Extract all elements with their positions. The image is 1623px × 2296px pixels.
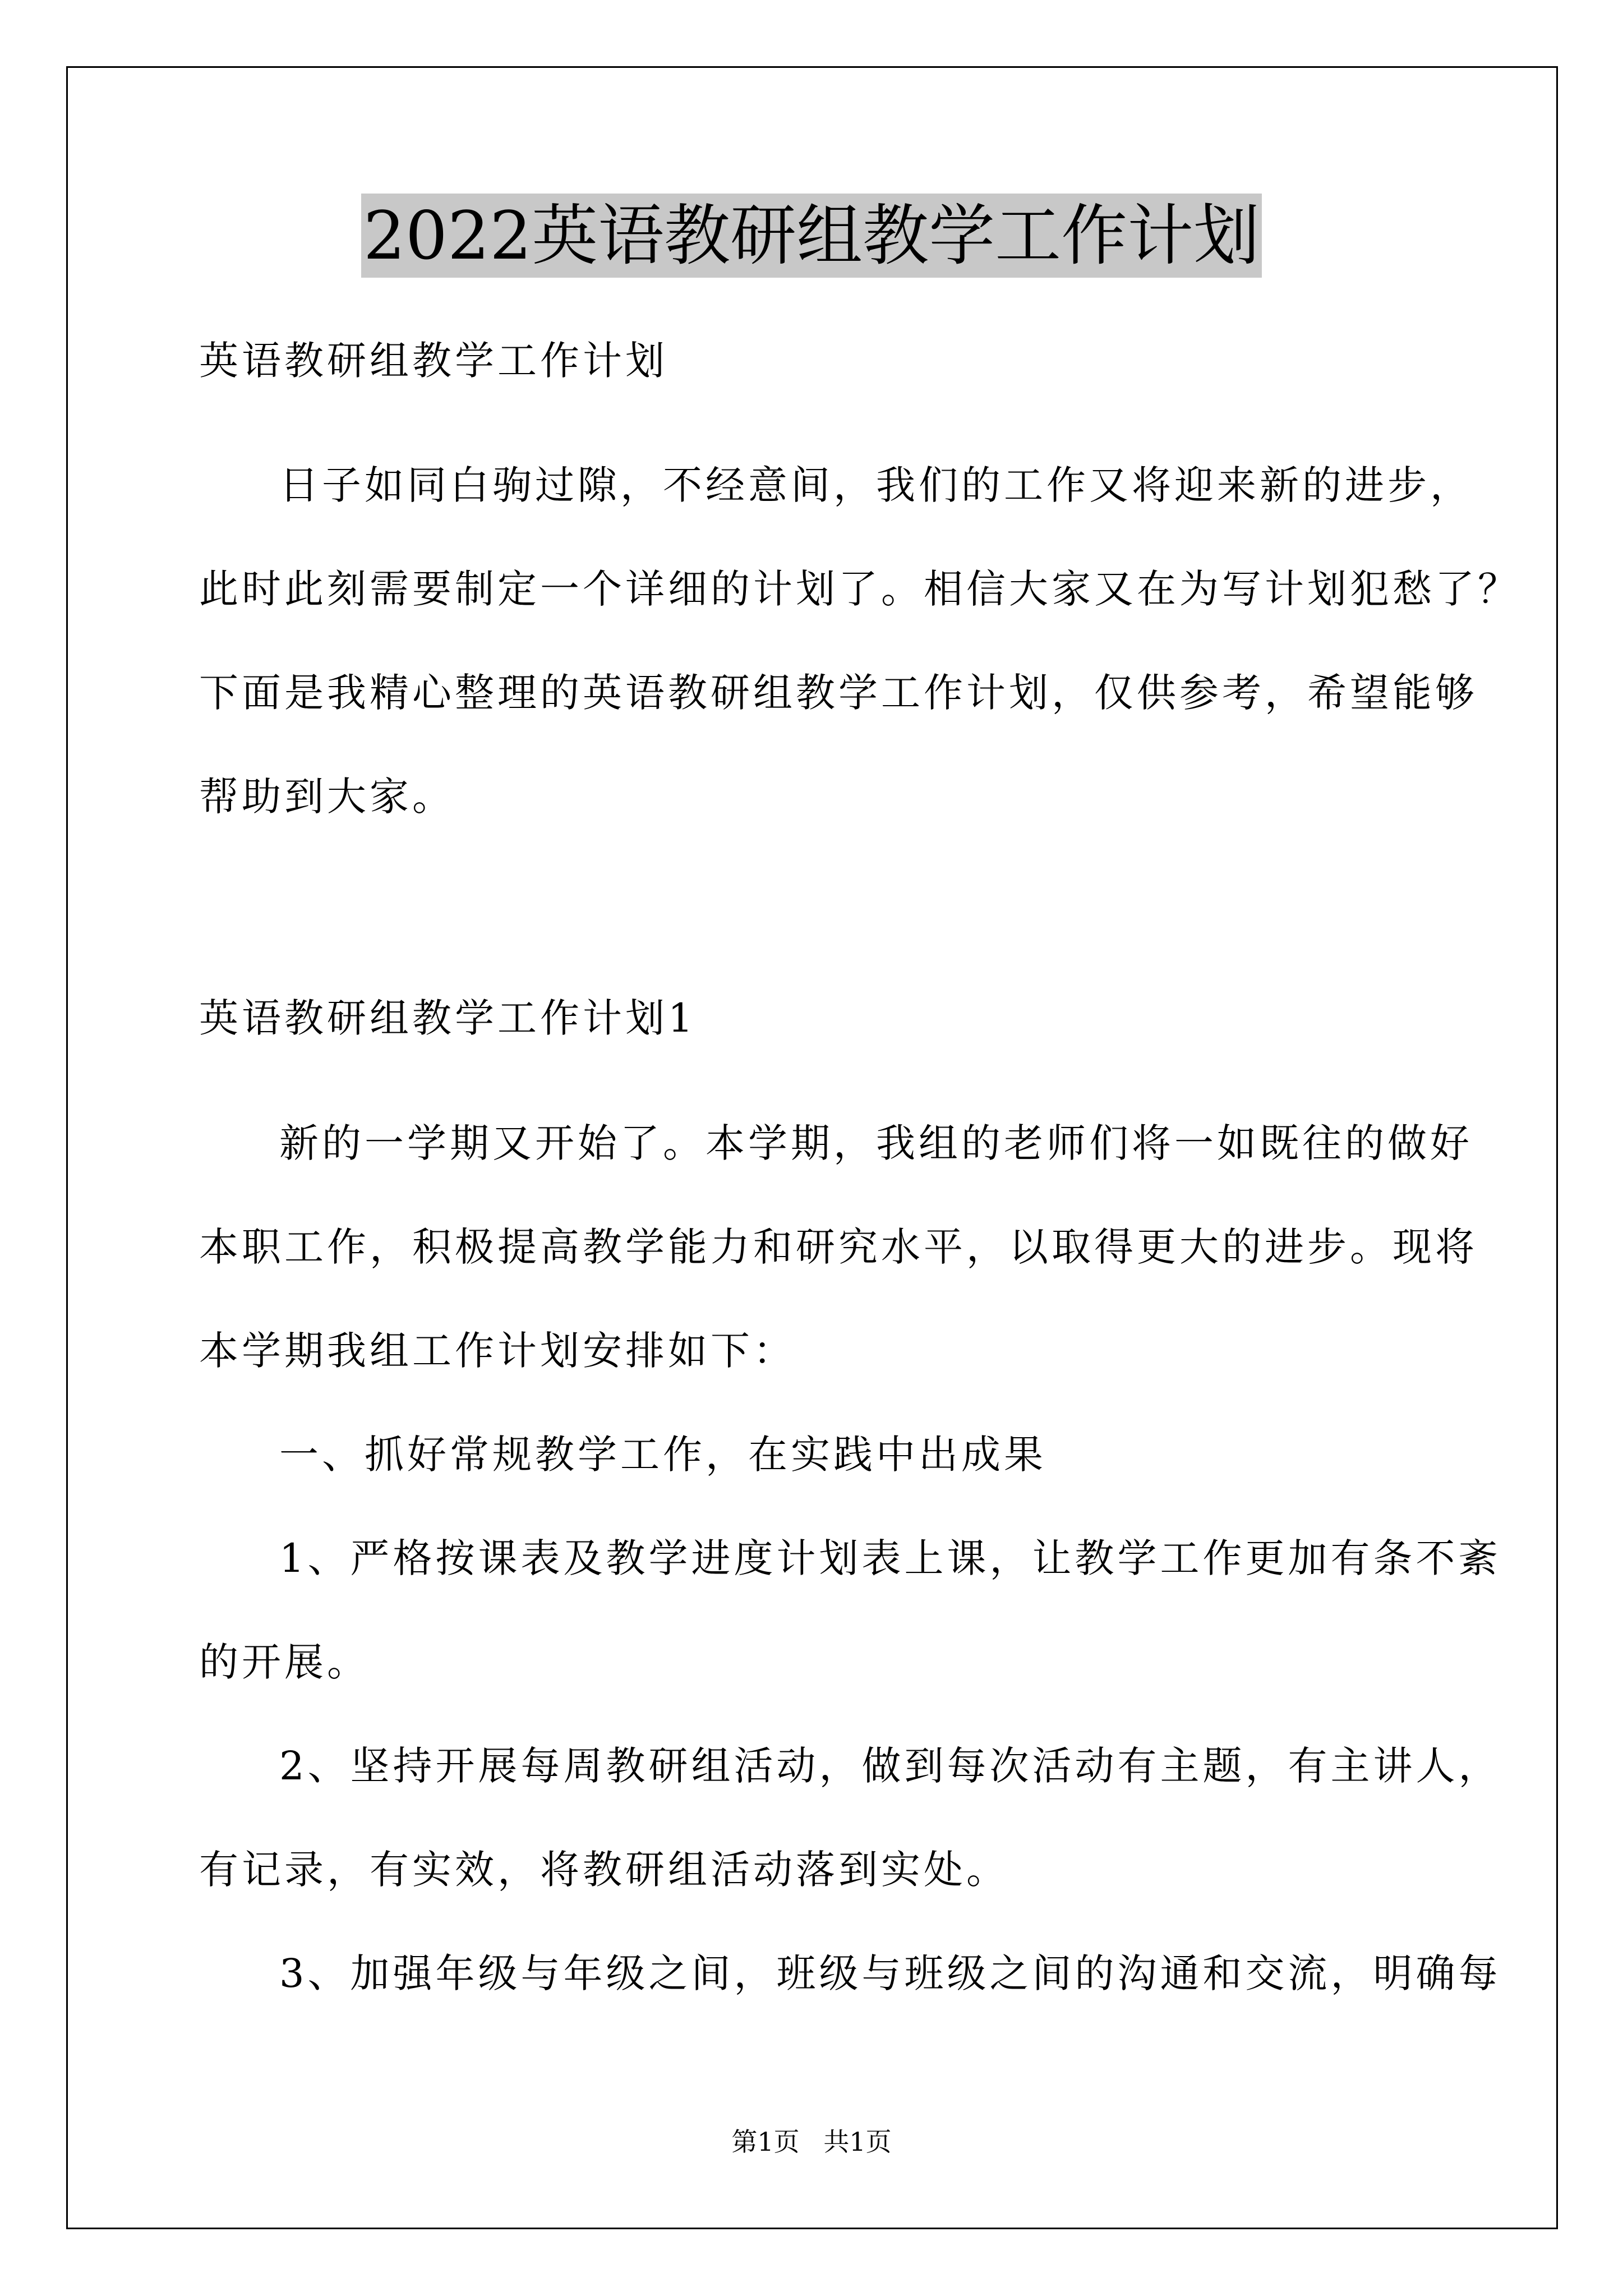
page-number-current: 第1页 bbox=[731, 2127, 800, 2157]
paragraph-line: 本学期我组工作计划安排如下： bbox=[199, 1328, 796, 1374]
paragraph-line: 帮助到大家。 bbox=[199, 774, 455, 820]
title-container bbox=[0, 194, 1623, 278]
list-item-line: 的开展。 bbox=[199, 1639, 370, 1685]
page-footer bbox=[0, 2125, 1623, 2159]
document-title: 2022英语教研组教学工作计划 bbox=[361, 194, 1262, 278]
paragraph-line: 此时此刻需要制定一个详细的计划了。相信大家又在为写计划犯愁了？ bbox=[199, 566, 1520, 612]
paragraph-line: 下面是我精心整理的英语教研组教学工作计划，仅供参考，希望能够 bbox=[199, 670, 1478, 716]
list-item-line: 有记录，有实效，将教研组活动落到实处。 bbox=[199, 1847, 1009, 1893]
section-heading: 英语教研组教学工作计划1 bbox=[199, 995, 697, 1041]
list-item-line: 1、严格按课表及教学进度计划表上课，让教学工作更加有条不紊 bbox=[279, 1535, 1501, 1581]
list-item-line: 2、坚持开展每周教研组活动，做到每次活动有主题，有主讲人， bbox=[279, 1743, 1501, 1789]
subheading-line: 一、抓好常规教学工作，在实践中出成果 bbox=[279, 1432, 1046, 1478]
page-number-total: 共1页 bbox=[823, 2127, 892, 2157]
paragraph-line: 新的一学期又开始了。本学期，我组的老师们将一如既往的做好 bbox=[279, 1120, 1473, 1166]
list-item-line: 3、加强年级与年级之间，班级与班级之间的沟通和交流，明确每 bbox=[279, 1950, 1501, 1996]
paragraph-line: 本职工作，积极提高教学能力和研究水平，以取得更大的进步。现将 bbox=[199, 1224, 1478, 1270]
paragraph-line: 日子如同白驹过隙，不经意间，我们的工作又将迎来新的进步， bbox=[279, 462, 1473, 508]
section-heading: 英语教研组教学工作计划 bbox=[199, 338, 668, 384]
